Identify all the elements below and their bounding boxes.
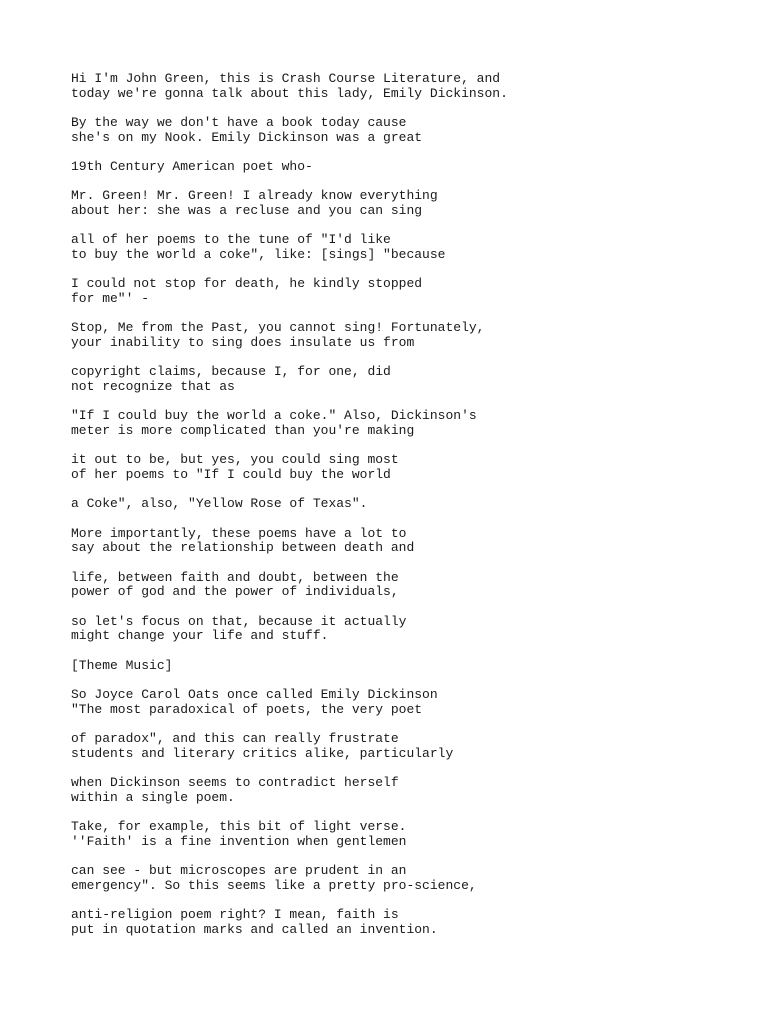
text-line: Take, for example, this bit of light verse. [71, 818, 407, 834]
text-line: anti-religion poem right? I mean, faith is [71, 906, 399, 922]
text-line: say about the relationship between death and [71, 540, 415, 556]
paragraph [71, 233, 751, 262]
text-line: I could not stop for death, he kindly stopped [71, 276, 423, 292]
text-line: emergency". So this seems like a pretty pro-science, [71, 877, 477, 893]
text-line: it out to be, but yes, you could sing most [71, 452, 399, 468]
paragraph [71, 820, 751, 849]
paragraph [71, 571, 751, 600]
text-line: so let's focus on that, because it actually [71, 613, 407, 629]
paragraph [71, 776, 751, 805]
paragraph [71, 365, 751, 394]
text-line: copyright claims, because I, for one, did [71, 364, 391, 380]
text-line: "If I could buy the world a coke." Also, Dickinson's [71, 408, 477, 424]
text-line: can see - but microscopes are prudent in an [71, 862, 407, 878]
text-line: power of god and the power of individuals, [71, 584, 399, 600]
text-line: [Theme Music] [71, 657, 173, 673]
text-line: put in quotation marks and called an invention. [71, 921, 438, 937]
paragraph [71, 908, 751, 937]
text-line: ''Faith' is a fine invention when gentlemen [71, 833, 407, 849]
text-line: So Joyce Carol Oats once called Emily Dickinson [71, 686, 438, 702]
text-line: for me"' - [71, 291, 150, 306]
text-line: Mr. Green! Mr. Green! I already know everything [71, 188, 438, 204]
text-line: By the way we don't have a book today cause [71, 115, 407, 130]
paragraph [71, 72, 751, 101]
paragraph [71, 688, 751, 717]
text-line: when Dickinson seems to contradict herself [71, 774, 399, 790]
text-line: Stop, Me from the Past, you cannot sing! Fortunately, [71, 320, 485, 336]
paragraph [71, 409, 751, 438]
paragraph [71, 160, 751, 175]
text-line: to buy the world a coke", like: [sings] "because [71, 247, 446, 262]
paragraph [71, 497, 751, 512]
paragraph [71, 659, 751, 674]
text-line: More importantly, these poems have a lot to [71, 525, 407, 541]
text-line: of her poems to "If I could buy the world [71, 467, 391, 482]
text-line: a Coke", also, "Yellow Rose of Texas". [71, 496, 368, 512]
paragraph [71, 864, 751, 893]
transcript-body [71, 72, 751, 952]
paragraph [71, 615, 751, 644]
text-line: all of her poems to the tune of "I'd like [71, 232, 391, 248]
text-line: might change your life and stuff. [71, 628, 329, 644]
paragraph [71, 527, 751, 556]
paragraph [71, 116, 751, 145]
paragraph [71, 321, 751, 350]
text-line: today we're gonna talk about this lady, Emily Dickinson. [71, 85, 508, 101]
text-line: 19th Century American poet who- [71, 159, 313, 174]
text-line: your inability to sing does insulate us from [71, 335, 415, 350]
text-line: meter is more complicated than you're making [71, 423, 415, 438]
text-line: about her: she was a recluse and you can sing [71, 203, 423, 218]
text-line: of paradox", and this can really frustrate [71, 730, 399, 746]
paragraph [71, 732, 751, 761]
text-line: life, between faith and doubt, between the [71, 569, 399, 585]
paragraph [71, 453, 751, 482]
text-line: Hi I'm John Green, this is Crash Course Literature, and [71, 71, 501, 86]
text-line: students and literary critics alike, particularly [71, 745, 454, 761]
text-line: "The most paradoxical of poets, the very poet [71, 701, 423, 717]
text-line: not recognize that as [71, 379, 235, 394]
text-line: she's on my Nook. Emily Dickinson was a great [71, 129, 423, 145]
paragraph [71, 189, 751, 218]
text-line: within a single poem. [71, 789, 235, 805]
paragraph [71, 277, 751, 306]
